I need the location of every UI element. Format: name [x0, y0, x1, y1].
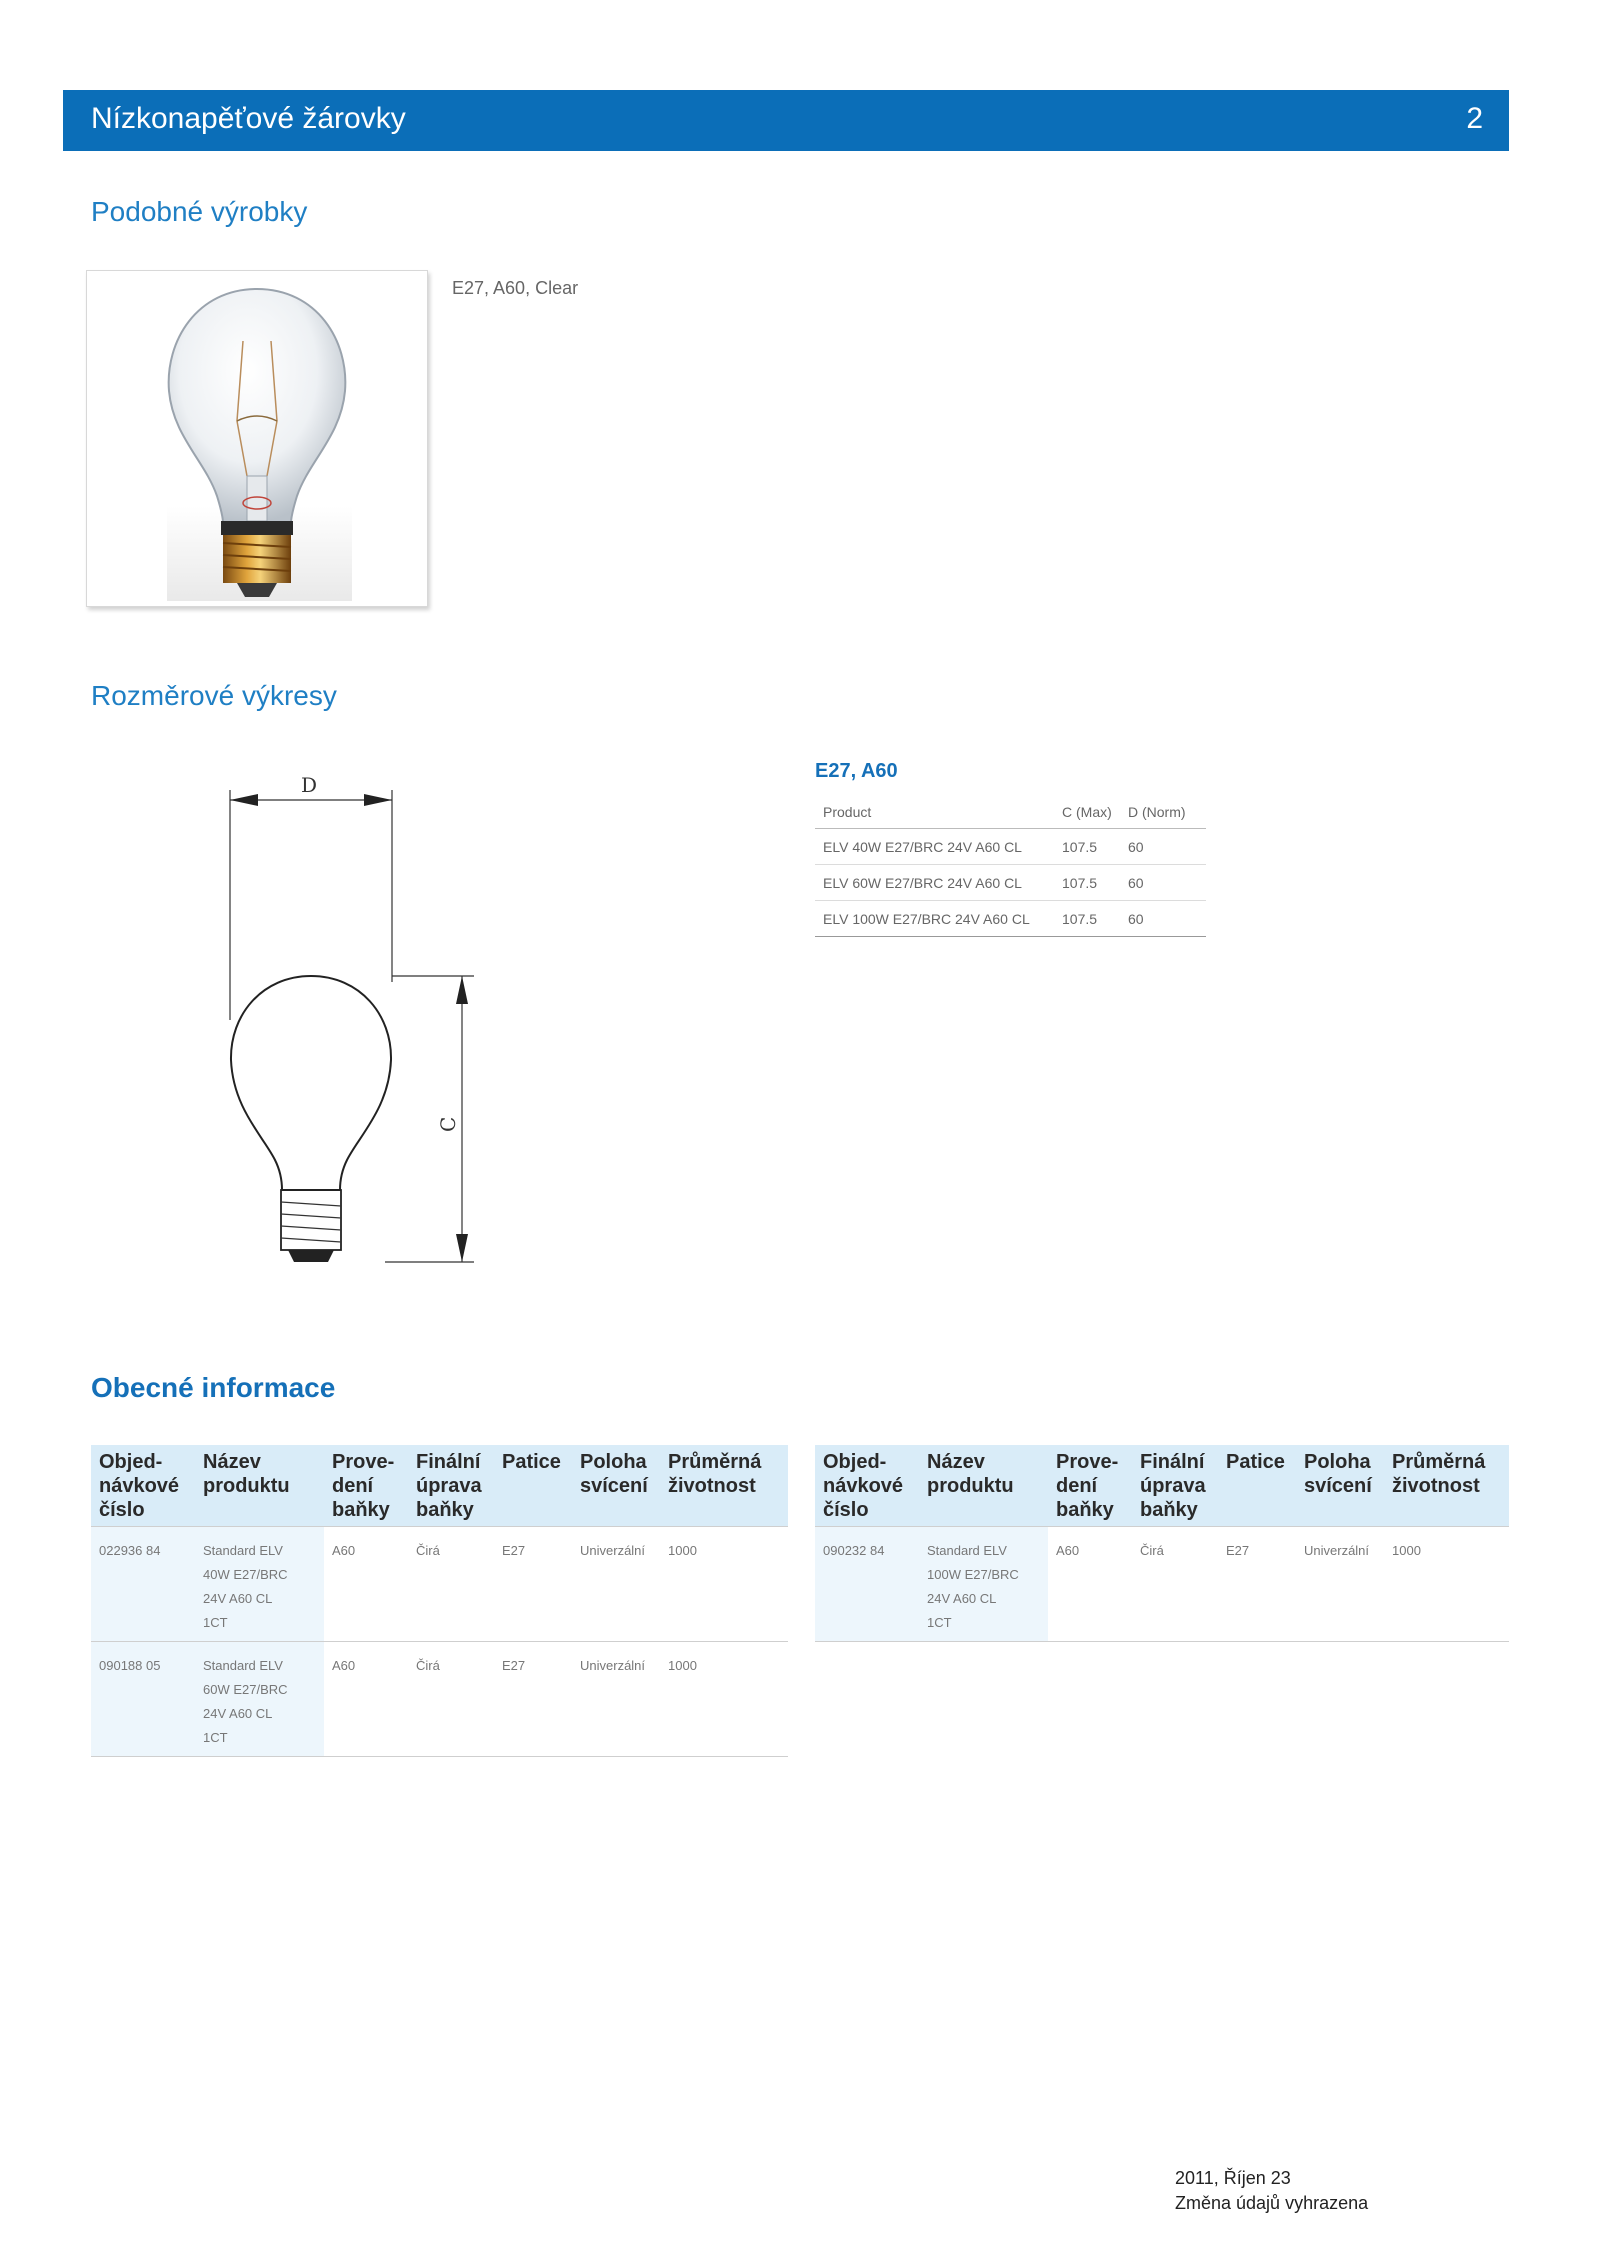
bulb-finish: Čirá	[408, 1527, 494, 1642]
product-photo-caption: E27, A60, Clear	[452, 278, 579, 298]
dimension-col-c: C (Max)	[1054, 795, 1120, 829]
product-name: Standard ELV 40W E27/BRC 24V A60 CL 1CT	[195, 1527, 324, 1642]
general-info-table-left	[91, 1445, 788, 1757]
average-life: 1000	[1384, 1527, 1509, 1642]
table-cell: ELV 40W E27/BRC 24V A60 CL	[815, 829, 1054, 865]
product-name: Standard ELV 100W E27/BRC 24V A60 CL 1CT	[919, 1527, 1048, 1642]
footer-disclaimer: Změna údajů vyhrazena	[1175, 2193, 1369, 2213]
burning-position: Univerzální	[572, 1527, 660, 1642]
bulb-finish: Čirá	[408, 1642, 494, 1757]
col-cap: Patice	[494, 1445, 572, 1527]
table-cell: 60	[1120, 829, 1206, 865]
bulb-type: A60	[324, 1642, 408, 1757]
cap: E27	[494, 1642, 572, 1757]
table-cell: 60	[1120, 901, 1206, 937]
cap: E27	[1218, 1527, 1296, 1642]
col-bulb-finish: Finální úprava baňky	[408, 1445, 494, 1527]
col-cap: Patice	[1218, 1445, 1296, 1527]
col-average-life: Průměrná životnost	[1384, 1445, 1509, 1527]
table-cell: 60	[1120, 865, 1206, 901]
bulb-outline-icon	[200, 760, 500, 1280]
table-cell: 107.5	[1054, 829, 1120, 865]
page-header	[63, 90, 1509, 151]
order-number: 090232 84	[815, 1527, 919, 1642]
table-row	[815, 829, 1206, 865]
col-order-number: Objed- návkové číslo	[815, 1445, 919, 1527]
dimension-c-label: C	[436, 1116, 460, 1132]
product-photo	[86, 270, 428, 607]
dimension-col-product: Product	[815, 795, 1054, 829]
col-product-name: Název produktu	[919, 1445, 1048, 1527]
info-table-header	[91, 1445, 788, 1527]
order-number: 022936 84	[91, 1527, 195, 1642]
col-bulb-type: Prove- dení baňky	[1048, 1445, 1132, 1527]
page-number: 2	[1466, 102, 1483, 135]
col-product-name: Název produktu	[195, 1445, 324, 1527]
general-info-title: Obecné informace	[91, 1372, 336, 1403]
dimension-table	[815, 795, 1206, 937]
bulb-dimension-drawing	[200, 760, 500, 1280]
col-burning-position: Poloha svícení	[572, 1445, 660, 1527]
similar-products-title: Podobné výrobky	[91, 196, 308, 227]
dimension-drawings-title: Rozměrové výkresy	[91, 680, 337, 711]
document-title: Nízkonapěťové žárovky	[91, 102, 406, 135]
bulb-type: A60	[324, 1527, 408, 1642]
table-cell: ELV 60W E27/BRC 24V A60 CL	[815, 865, 1054, 901]
col-order-number: Objed- návkové číslo	[91, 1445, 195, 1527]
cap: E27	[494, 1527, 572, 1642]
footer-date: 2011, Říjen 23	[1175, 2168, 1291, 2188]
col-bulb-type: Prove- dení baňky	[324, 1445, 408, 1527]
col-average-life: Průměrná životnost	[660, 1445, 788, 1527]
general-info-table-right	[815, 1445, 1509, 1642]
page-footer	[1175, 2166, 1368, 2216]
average-life: 1000	[660, 1527, 788, 1642]
table-row	[91, 1642, 788, 1757]
table-cell: 107.5	[1054, 901, 1120, 937]
bulb-type: A60	[1048, 1527, 1132, 1642]
average-life: 1000	[660, 1642, 788, 1757]
table-row	[815, 901, 1206, 937]
table-row	[815, 1527, 1509, 1642]
dimension-table-header	[815, 795, 1206, 829]
dimension-col-d: D (Norm)	[1120, 795, 1206, 829]
burning-position: Univerzální	[572, 1642, 660, 1757]
col-bulb-finish: Finální úprava baňky	[1132, 1445, 1218, 1527]
bulb-finish: Čirá	[1132, 1527, 1218, 1642]
table-cell: 107.5	[1054, 865, 1120, 901]
order-number: 090188 05	[91, 1642, 195, 1757]
dimension-d-label: D	[301, 773, 318, 797]
info-table-header	[815, 1445, 1509, 1527]
col-burning-position: Poloha svícení	[1296, 1445, 1384, 1527]
table-cell: ELV 100W E27/BRC 24V A60 CL	[815, 901, 1054, 937]
product-name: Standard ELV 60W E27/BRC 24V A60 CL 1CT	[195, 1642, 324, 1757]
burning-position: Univerzální	[1296, 1527, 1384, 1642]
dimension-table-title: E27, A60	[815, 760, 898, 782]
table-row	[815, 865, 1206, 901]
light-bulb-photo-icon	[87, 271, 427, 606]
table-row	[91, 1527, 788, 1642]
